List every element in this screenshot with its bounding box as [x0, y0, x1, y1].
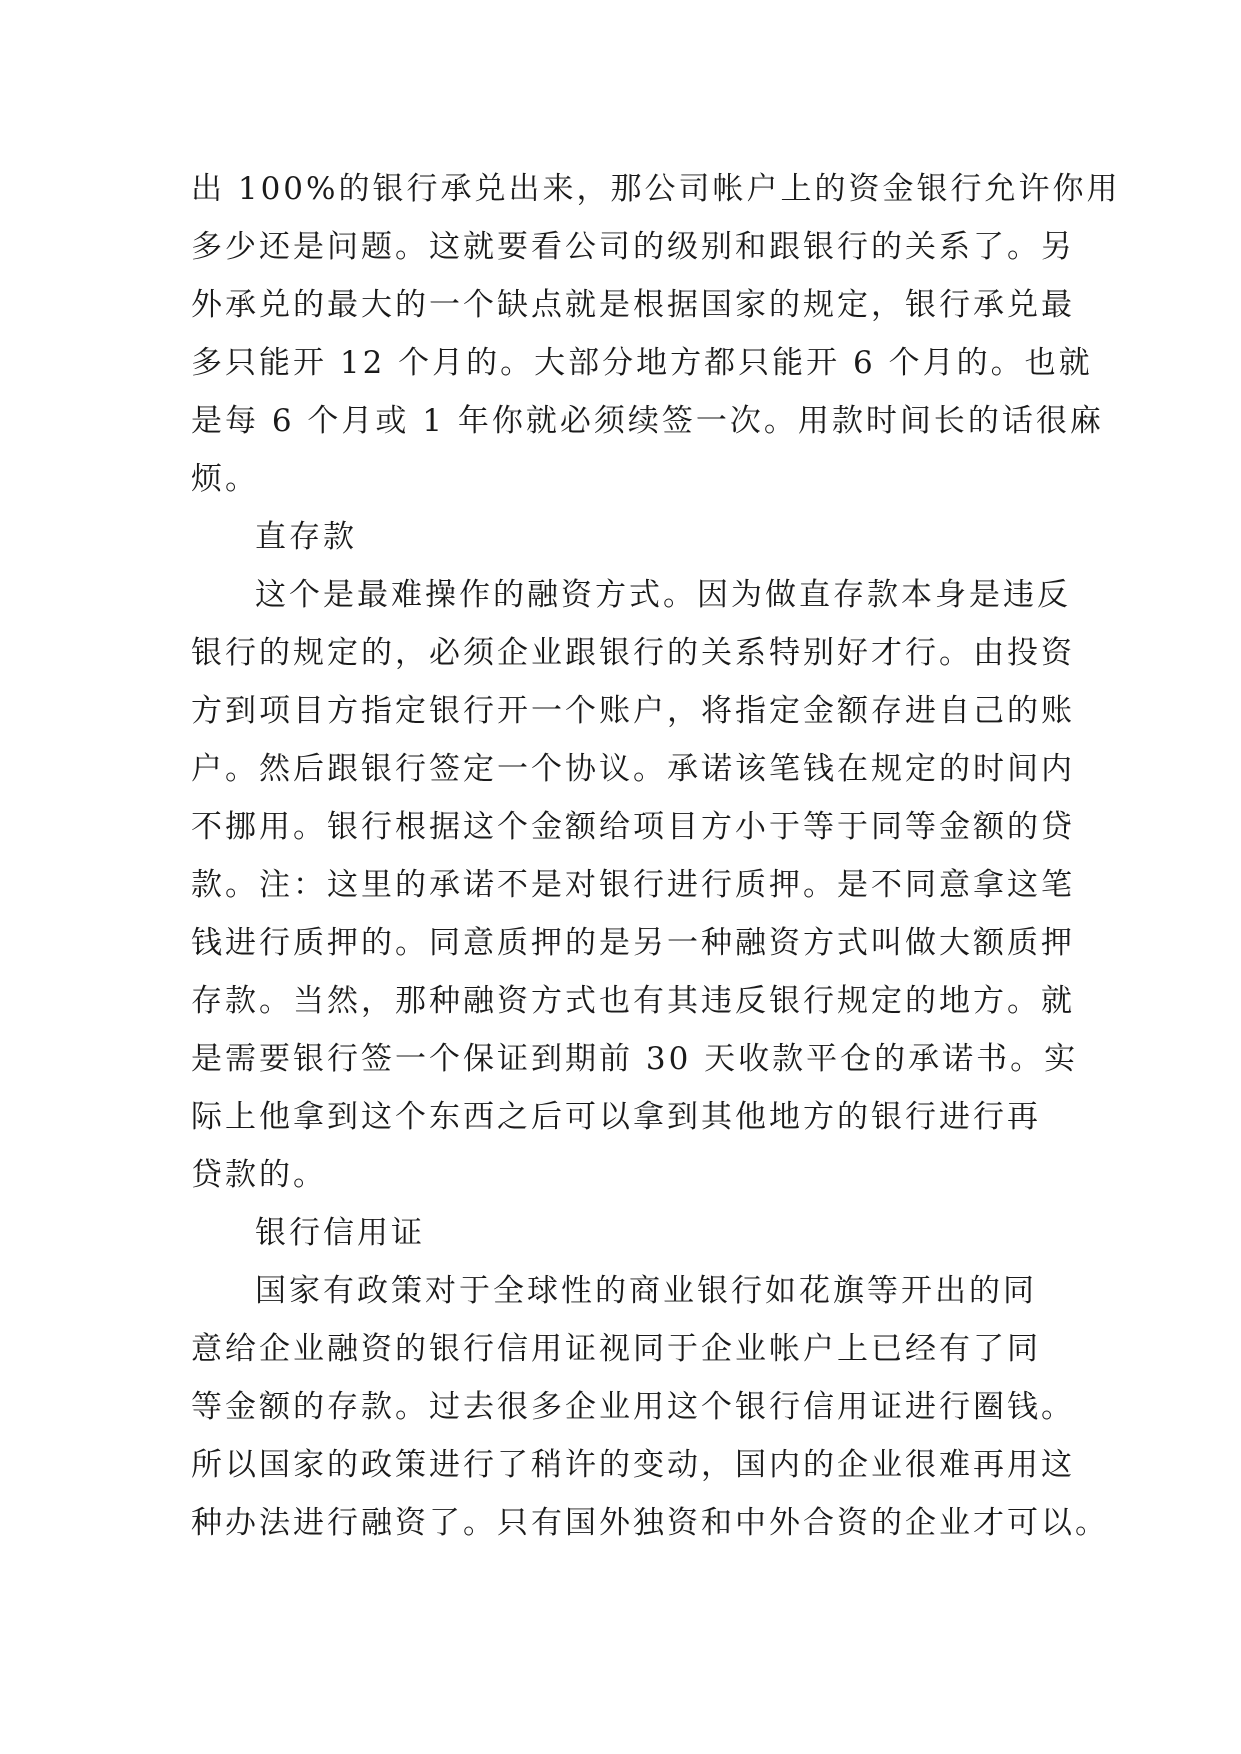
text-line: 烦。 — [191, 461, 259, 497]
text-line: 国家有政策对于全球性的商业银行如花旗等开出的同 — [255, 1273, 1037, 1309]
text-line: 贷款的。 — [191, 1157, 327, 1193]
paragraph-bank-acceptance — [191, 160, 1121, 508]
text-line: 这个是最难操作的融资方式。因为做直存款本身是违反 — [255, 577, 1071, 613]
text-line: 方到项目方指定银行开一个账户，将指定金额存进自己的账 — [191, 693, 1075, 729]
section-heading: 直存款 — [255, 519, 357, 555]
text-line: 多少还是问题。这就要看公司的级别和跟银行的关系了。另 — [191, 229, 1075, 265]
text-line: 是需要银行签一个保证到期前 30 天收款平仓的承诺书。实 — [191, 1041, 1079, 1077]
paragraph-direct-deposit — [191, 566, 1079, 1204]
text-line: 存款。当然，那种融资方式也有其违反银行规定的地方。就 — [191, 983, 1075, 1019]
text-line: 种办法进行融资了。只有国外独资和中外合资的企业才可以。 — [191, 1505, 1109, 1541]
text-line: 外承兑的最大的一个缺点就是根据国家的规定，银行承兑最 — [191, 287, 1075, 323]
text-line: 意给企业融资的银行信用证视同于企业帐户上已经有了同 — [191, 1331, 1041, 1367]
text-line: 际上他拿到这个东西之后可以拿到其他地方的银行进行再 — [191, 1099, 1041, 1135]
text-line: 不挪用。银行根据这个金额给项目方小于等于同等金额的贷 — [191, 809, 1075, 845]
text-line: 银行的规定的，必须企业跟银行的关系特别好才行。由投资 — [191, 635, 1075, 671]
text-line: 是每 6 个月或 1 年你就必须续签一次。用款时间长的话很麻 — [191, 403, 1104, 439]
text-line: 等金额的存款。过去很多企业用这个银行信用证进行圈钱。 — [191, 1389, 1075, 1425]
text-line: 户。然后跟银行签定一个协议。承诺该笔钱在规定的时间内 — [191, 751, 1075, 787]
text-line: 款。注：这里的承诺不是对银行进行质押。是不同意拿这笔 — [191, 867, 1075, 903]
text-line: 出 100%的银行承兑出来，那公司帐户上的资金银行允许你用 — [191, 171, 1121, 207]
section-heading-direct-deposit — [191, 508, 1071, 566]
text-line: 多只能开 12 个月的。大部分地方都只能开 6 个月的。也就 — [191, 345, 1093, 381]
text-line: 钱进行质押的。同意质押的是另一种融资方式叫做大额质押 — [191, 925, 1075, 961]
section-heading: 银行信用证 — [255, 1215, 425, 1251]
document-body — [191, 160, 1121, 1552]
text-line: 所以国家的政策进行了稍许的变动，国内的企业很难再用这 — [191, 1447, 1075, 1483]
paragraph-letter-of-credit — [191, 1262, 1109, 1552]
section-heading-letter-of-credit — [191, 1204, 1071, 1262]
